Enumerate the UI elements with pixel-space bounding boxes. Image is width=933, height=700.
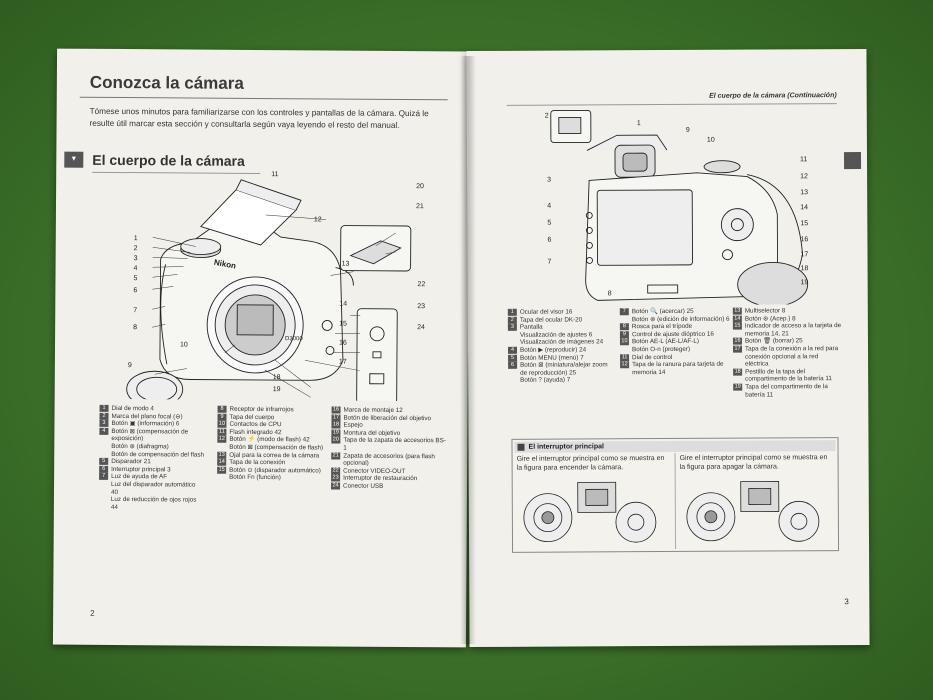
legend-text: Dial de control	[632, 353, 673, 361]
callout-10: 10	[179, 341, 188, 349]
callout-5: 5	[547, 219, 552, 227]
callout-3: 3	[133, 255, 138, 263]
legend-number-badge: 16	[332, 406, 340, 413]
legend-text: Botón ▣ (información)	[111, 420, 175, 428]
model-label: D3000	[285, 336, 303, 343]
legend-page-ref: 11	[766, 390, 774, 399]
callout-19: 19	[272, 386, 281, 394]
page-title: Conozca la cámara	[89, 72, 244, 93]
legend-number-badge: 18	[734, 368, 741, 375]
callout-12: 12	[800, 173, 808, 181]
callout-18: 18	[272, 374, 281, 382]
callout-7: 7	[547, 258, 552, 266]
legend-number-badge: 6	[99, 466, 108, 473]
callout-17: 17	[800, 251, 809, 259]
brand-label: Nikon	[213, 257, 237, 271]
power-switch-off-illustration	[681, 476, 831, 545]
legend-number-badge: 3	[508, 324, 517, 331]
legend-page-ref: 16	[565, 308, 573, 316]
legend-number-badge: 9	[217, 413, 226, 420]
callout-22: 22	[417, 281, 426, 289]
legend-text: Espejo	[343, 421, 363, 429]
callout-1: 1	[636, 120, 641, 128]
legend-item	[99, 496, 204, 512]
legend-item	[733, 383, 843, 399]
callout-11: 11	[271, 171, 279, 179]
legend-number-badge: 10	[218, 420, 226, 427]
legend-text: Disparador	[111, 458, 143, 466]
legend-page-ref: 25	[569, 369, 577, 377]
legend-item	[99, 481, 204, 497]
legend-text: Botón ? (ayuda)	[520, 376, 565, 385]
legend-column-1	[99, 405, 205, 512]
callout-16: 16	[800, 236, 809, 244]
callout-4: 4	[133, 265, 138, 273]
legend-text: Luz de reducción de ojos rojos	[110, 496, 197, 504]
legend-number-badge: 2	[508, 316, 517, 323]
legend-number-badge: 7	[620, 308, 629, 315]
legend-page-ref: 44	[110, 503, 118, 511]
legend-page-ref: 3	[167, 466, 171, 474]
legend-text: Pantalla	[519, 323, 543, 331]
legend-page-ref: 7	[580, 354, 584, 362]
legend-text: Marca de montaje	[343, 406, 394, 414]
callout-17: 17	[338, 358, 347, 366]
callout-9: 9	[127, 362, 132, 370]
callout-13: 13	[800, 189, 809, 197]
callout-16: 16	[339, 339, 347, 347]
callout-21: 21	[415, 203, 424, 211]
legend-number-badge: 21	[332, 452, 339, 459]
legend-text: Botón ⚡ (modo de flash)	[229, 436, 301, 444]
legend-text: Botón MENU (menú)	[520, 354, 579, 362]
legend-number-badge: 10	[621, 338, 628, 345]
left-page	[53, 49, 470, 648]
legend-text: Botón 🔍 (acercar)	[631, 307, 685, 316]
legend-number-badge: 13	[734, 307, 741, 314]
legend-item	[99, 428, 204, 444]
callout-24: 24	[417, 324, 425, 332]
legend-number-badge: 9	[620, 331, 629, 338]
callout-3: 3	[547, 176, 552, 184]
legend-number-badge: 8	[620, 323, 629, 330]
legend-page-ref: 6	[726, 315, 730, 323]
legend-text: Indicador de acceso a la tarjeta de memoria	[744, 322, 842, 338]
section-title: El cuerpo de la cámara	[92, 151, 245, 169]
legend-number-badge: 12	[621, 361, 628, 368]
legend-page-ref: 11	[825, 375, 832, 383]
legend-text: Botón ⊙ (disparador automático)	[229, 466, 321, 475]
legend-text: Ocular del visor	[519, 308, 564, 316]
legend-text: Visualización de ajustes	[519, 331, 588, 339]
legend-text: Tapa del ocular DK-20	[519, 316, 583, 324]
legend-text: Contactos de CPU	[229, 420, 282, 429]
legend-text: Conector VIDEO-OUT	[343, 467, 406, 475]
note-box	[511, 437, 839, 553]
legend-text: Multiselector	[744, 307, 781, 315]
legend-number-badge: 2	[99, 412, 108, 419]
legend-column-3	[331, 406, 447, 490]
callout-13: 13	[341, 260, 350, 268]
legend-text: Botón ⊛ (edición de información)	[631, 315, 725, 323]
legend-column-1	[508, 308, 613, 384]
legend-text: Tapa de la conexión	[229, 458, 286, 467]
legend-number-badge: 16	[734, 337, 741, 345]
legend-text: Botón ▶ (reproducir)	[519, 346, 578, 354]
legend-text: Interruptor principal	[111, 465, 166, 474]
note-text-on: Gire el interruptor principal como se muestra en la figura para encender la cámara.	[516, 455, 665, 472]
legend-number-badge: 11	[219, 428, 225, 435]
legend-number-badge: 17	[734, 345, 741, 352]
legend-page-ref: 4	[150, 405, 154, 413]
legend-number-badge: 15	[734, 322, 741, 329]
legend-text: Receptor de infrarrojos	[229, 405, 294, 414]
legend-page-ref: 42	[274, 428, 282, 436]
legend-column-3	[733, 307, 843, 399]
legend-number-badge: 20	[332, 436, 339, 443]
legend-text: Luz del disparador automático	[111, 480, 196, 489]
callout-7: 7	[133, 307, 138, 315]
legend-text: Interruptor de restauración	[343, 474, 418, 483]
legend-item	[331, 452, 446, 468]
right-page	[466, 49, 869, 647]
legend-number-badge: 19	[734, 383, 741, 390]
callout-1: 1	[133, 235, 138, 243]
legend-page-ref: 25	[686, 307, 694, 315]
note-title: El interruptor principal	[514, 440, 835, 453]
callout-9: 9	[685, 126, 690, 134]
legend-number-badge: 23	[332, 474, 339, 481]
legend-page-ref: 6	[175, 420, 180, 428]
legend-text: Flash integrado	[229, 428, 273, 436]
callout-8: 8	[607, 290, 612, 298]
callout-5: 5	[133, 275, 138, 283]
legend-page-ref: 8	[781, 307, 786, 315]
legend-number-badge: 18	[332, 421, 340, 428]
legend-number-badge: 24	[332, 482, 339, 489]
legend-number-badge: 4	[99, 428, 108, 435]
legend-number-badge: 8	[218, 406, 227, 413]
title-divider	[80, 97, 448, 101]
binding-gutter	[460, 56, 476, 644]
legend-text: Control de ajuste dióptrico	[631, 330, 706, 338]
legend-item	[508, 361, 613, 377]
legend-text: Visualización de imágenes	[519, 338, 595, 347]
page-number: 2	[90, 608, 95, 618]
legend-page-ref: 21	[143, 458, 151, 466]
legend-page-ref: 14, 21	[771, 330, 789, 338]
callout-11: 11	[799, 156, 808, 164]
callout-10: 10	[706, 136, 715, 144]
legend-text: Tapa de la ranura para tarjeta de memoria	[632, 360, 724, 376]
legend-number-badge: 13	[218, 451, 225, 458]
legend-item	[733, 345, 843, 368]
legend-item	[620, 361, 730, 377]
callout-19: 19	[800, 279, 809, 287]
legend-number-badge: 3	[99, 420, 108, 427]
legend-number-badge: 7	[99, 473, 108, 480]
legend-text: Botón ⊠ (miniatura/alejar zoom de reproducción)	[520, 361, 608, 377]
legend-column-2	[217, 406, 328, 483]
legend-item	[331, 482, 446, 490]
legend-page-ref: 7	[566, 376, 571, 384]
legend-text: Botón ⊠ (compensación de flash)	[229, 443, 324, 452]
legend-page-ref: 24	[596, 338, 604, 346]
callout-15: 15	[339, 320, 347, 328]
legend-page-ref: 42	[302, 436, 310, 444]
legend-text: Pestillo de la tapa del compartimento de la batería	[745, 368, 824, 383]
legend-text: Tapa del compartimento de la batería	[745, 383, 828, 399]
legend-page-ref: 16	[706, 330, 714, 338]
legend-item	[217, 474, 327, 482]
legend-number-badge: 17	[332, 414, 340, 421]
camera-back-illustration	[537, 104, 838, 306]
legend-page-ref: 8	[792, 314, 796, 322]
legend-number-badge: 19	[332, 429, 339, 436]
legend-page-ref: 6	[588, 331, 593, 339]
callout-6: 6	[133, 287, 138, 295]
callout-14: 14	[339, 300, 348, 308]
legend-column-2	[620, 308, 730, 377]
pencil-icon	[517, 444, 524, 451]
legend-text: Botón O-n (proteger)	[631, 345, 691, 354]
running-head: El cuerpo de la cámara (Continuación)	[709, 92, 837, 100]
callout-14: 14	[800, 204, 809, 212]
legend-number-badge: 4	[508, 347, 517, 354]
page-number: 3	[844, 597, 849, 607]
legend-number-badge: 22	[332, 467, 339, 474]
legend-text: Botón ⊛ (Acep.)	[744, 314, 791, 323]
legend-item	[508, 377, 613, 385]
legend-number-badge: 14	[734, 315, 741, 322]
legend-number-badge: 5	[99, 458, 108, 465]
legend-page-ref: 24	[579, 346, 587, 354]
legend-number-badge: 5	[508, 354, 517, 361]
manual-booklet	[55, 50, 870, 650]
callout-4: 4	[547, 202, 552, 210]
legend-item	[733, 322, 843, 338]
note-text-off: Gire el interruptor principal como se muestra en la figura para apagar la cámara.	[679, 454, 828, 471]
legend-number-badge: 1	[508, 309, 517, 316]
power-switch-on-illustration	[518, 477, 668, 546]
legend-text: Tapa de la conexión a la red para conexión opcional a la red eléctrica	[744, 345, 839, 368]
callout-8: 8	[133, 324, 138, 332]
legend-text: Dial de modo	[111, 404, 149, 413]
legend-text: Zapata de accesorios (para flash opcional)	[343, 452, 435, 467]
legend-text: Botón Fn (función)	[229, 474, 281, 482]
legend-text: Botón de compensación del flash	[111, 450, 205, 459]
legend-text: Luz de ayuda de AF	[111, 473, 168, 481]
note-divider	[675, 453, 677, 549]
legend-text: Botón AE-L (AE-L/AF-L)	[631, 338, 699, 346]
legend-text: Botón 🗑 (borrar)	[744, 337, 794, 345]
legend-number-badge: 6	[508, 362, 517, 369]
legend-text: Conector USB	[343, 482, 384, 490]
section-tab-icon: ▼	[64, 152, 83, 168]
callout-18: 18	[800, 265, 809, 273]
legend-page-ref: 12	[395, 406, 403, 414]
legend-number-badge: 1	[100, 405, 109, 412]
legend-item	[733, 368, 843, 384]
legend-page-ref: 14	[658, 368, 666, 376]
legend-page-ref: 25	[795, 337, 803, 345]
camera-front-illustration	[95, 174, 457, 402]
legend-number-badge: 11	[621, 353, 628, 360]
legend-page-ref: 40	[110, 488, 119, 496]
legend-text: Montura del objetivo	[343, 429, 401, 437]
callout-23: 23	[417, 303, 426, 311]
legend-text: Tapa del cuerpo	[229, 413, 275, 421]
callout-2: 2	[133, 245, 138, 253]
legend-number-badge: 15	[218, 466, 225, 473]
legend-number-badge: 12	[218, 436, 225, 443]
callout-20: 20	[416, 183, 424, 191]
legend-text: Marca del plano focal (⊖)	[111, 412, 183, 421]
callout-15: 15	[800, 220, 809, 228]
legend-text: Botón ⊠ (compensación de exposición)	[111, 427, 189, 443]
legend-text: Tapa de la zapata de accesorios BS-1	[343, 436, 446, 452]
legend-text: Botón ⊛ (diafragma)	[111, 442, 169, 451]
legend-number-badge: 14	[218, 458, 225, 465]
callout-2: 2	[544, 112, 549, 120]
legend-text: Ojal para la correa de la cámara	[229, 451, 320, 459]
legend-text: Rosca para el trípode	[631, 323, 693, 331]
legend-item	[331, 437, 446, 453]
legend-text: Botón de liberación del objetivo	[343, 414, 432, 422]
section-tab-icon	[844, 152, 861, 169]
callout-6: 6	[547, 236, 552, 244]
intro-paragraph: Tómese unos minutos para familiarizarse con los controles y pantallas de la cámara. Quizá le resulte útil marcar esta sección y consultarla según vaya leyendo el resto del manual.	[89, 106, 429, 130]
callout-12: 12	[313, 216, 322, 224]
